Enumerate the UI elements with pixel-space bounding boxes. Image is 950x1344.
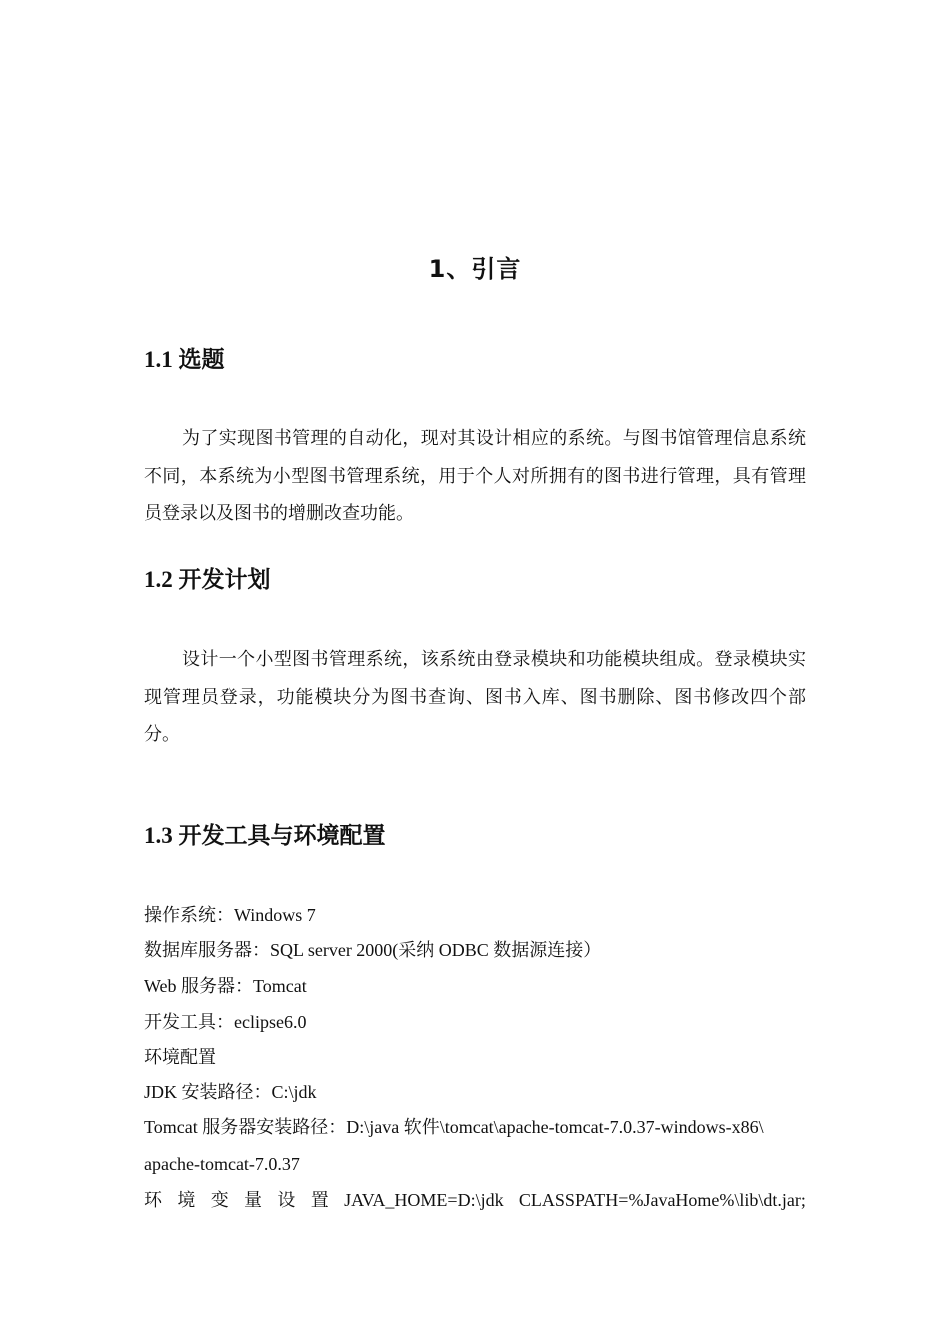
envvar-label-char: 变 — [210, 1190, 229, 1210]
envvar-label-char: 设 — [277, 1190, 296, 1210]
envvar-classpath: CLASSPATH=%JavaHome%\lib\dt.jar; — [518, 1190, 806, 1210]
env-line-db: 数据库服务器：SQL server 2000(采纳 ODBC 数据源连接） — [144, 940, 602, 960]
env-line-os: 操作系统：Windows 7 — [144, 905, 316, 925]
env-line-tool: 开发工具：eclipse6.0 — [144, 1012, 307, 1032]
env-line-tomcat-path-1: Tomcat 服务器安装路径：D:\java 软件\tomcat\apache-tomcat-7.0.37-windows-x86\ — [144, 1117, 764, 1137]
envvar-java-home: JAVA_HOME=D:\jdk — [344, 1190, 504, 1210]
section-1-2-paragraph: 设计一个小型图书管理系统，该系统由登录模块和功能模块组成。登录模块实现管理员登录，功能模块分为图书查询、图书入库、图书删除、图书修改四个部分。 — [144, 649, 806, 744]
section-heading-1-1: 1.1 选题 — [144, 347, 225, 372]
env-line-tomcat-path-2: apache-tomcat-7.0.37 — [144, 1154, 300, 1174]
envvar-label-char: 境 — [177, 1190, 196, 1210]
section-1-1-paragraph: 为了实现图书管理的自动化，现对其设计相应的系统。与图书馆管理信息系统不同，本系统为小型图书管理系统，用于个人对所拥有的图书进行管理，具有管理员登录以及图书的增删改查功能。 — [144, 428, 806, 523]
envvar-label-char: 环 — [144, 1190, 162, 1210]
envvar-label-char: 置 — [310, 1190, 329, 1210]
section-heading-1-2: 1.2 开发计划 — [144, 567, 271, 592]
env-line-variables — [144, 1187, 806, 1213]
chapter-title: 1、引言 — [428, 255, 522, 283]
env-line-jdk: JDK 安装路径：C:\jdk — [144, 1082, 317, 1102]
section-heading-1-3: 1.3 开发工具与环境配置 — [144, 823, 386, 848]
envvar-label-char: 量 — [244, 1190, 263, 1210]
env-line-web: Web 服务器：Tomcat — [144, 976, 307, 996]
env-line-config-title: 环境配置 — [144, 1047, 216, 1067]
